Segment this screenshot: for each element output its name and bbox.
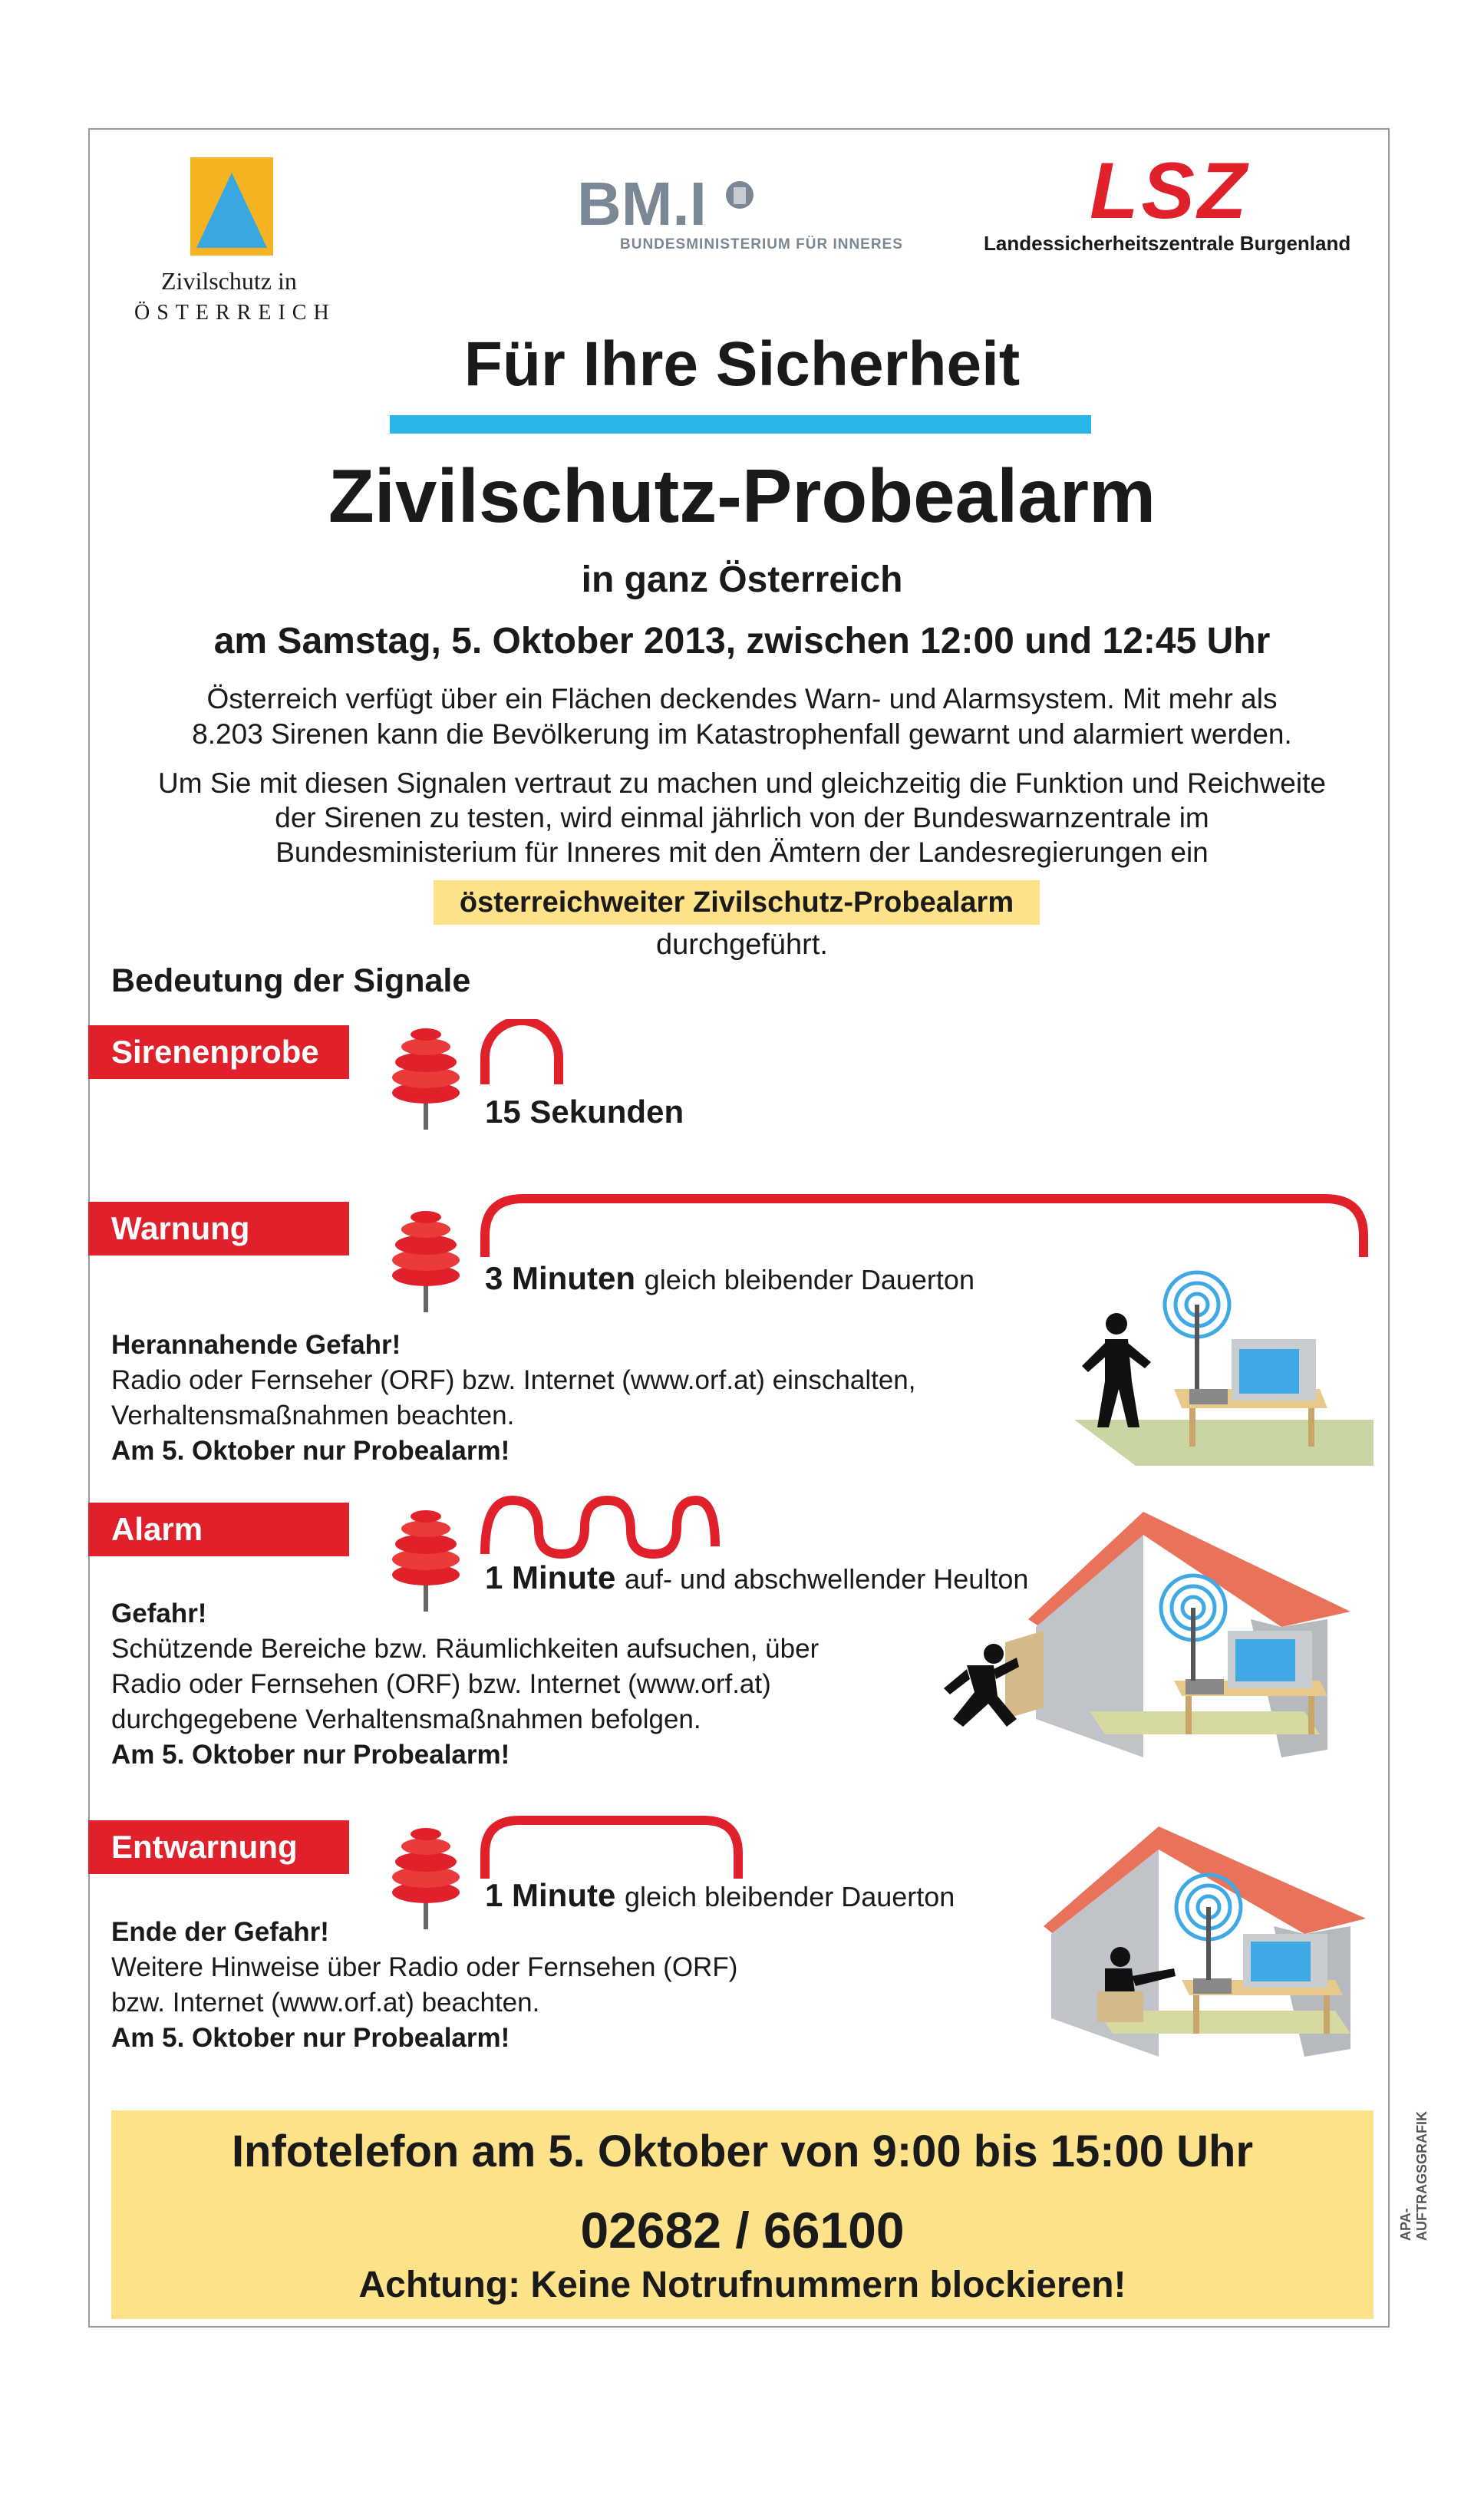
duration-alarm: 1 Minute auf- und abschwellender Heulton [485,1559,1029,1595]
lsz-logo-sub: Landessicherheitszentrale Burgenland [984,232,1351,255]
info-hotline-text: Infotelefon am 5. Oktober von 9:00 bis 15:00 Uhr [231,2127,1254,2176]
bmi-logo-title: BM.I [577,170,707,238]
lsz-logo-title: LSZ [1090,147,1250,236]
siren-icon [384,1504,468,1612]
zivilschutz-logo [190,157,273,256]
intro-line: Österreich verfügt über ein Flächen deckendes Warn- und Alarmsystem. Mit mehr als [206,683,1278,714]
intro-line: Um Sie mit diesen Signalen vertraut zu machen und gleichzeitig die Funktion und Reichweite [158,767,1326,799]
intro-line: der Sirenen zu testen, wird einmal jährlich von der Bundeswarnzentrale im [275,802,1209,833]
siren-icon [384,1022,468,1130]
all-clear-scene-illustration [1028,1819,1374,2080]
signal-band-alarm: Alarm [88,1503,349,1556]
eagle-icon [721,177,758,219]
tone-short-icon [477,1019,569,1088]
intro-line: 8.203 Sirenen kann die Bevölkerung im Katastrophenfall gewarnt und alarmiert werden. [192,718,1292,750]
warning-scene-illustration [1074,1266,1374,1466]
desc-entwarnung: Ende der Gefahr! Weitere Hinweise über Radio oder Fernsehen (ORF) bzw. Internet (www.orf.at) beachten. Am 5. Oktober nur Probealarm! [111,1917,738,2053]
title-divider [390,415,1091,434]
subtitle-date: am Samstag, 5. Oktober 2013, zwischen 12:00 und 12:45 Uhr [213,621,1271,662]
signal-band-warnung: Warnung [88,1202,349,1255]
desc-alarm: Gefahr! Schützende Bereiche bzw. Räumlichkeiten aufsuchen, über Radio oder Fernsehen (ORF) bzw. Internet (www.orf.at) durchgegebene Verhaltensmaßnahmen befolgen. Am 5. Oktober nur Probealarm! [111,1599,819,1770]
triangle-icon [190,157,273,256]
duration-warnung: 3 Minuten gleich bleibender Dauerton [485,1260,974,1296]
highlight-box: österreichweiter Zivilschutz-Probealarm [434,880,1040,925]
info-warning-text: Achtung: Keine Notrufnummern blockieren! [358,2265,1126,2305]
tone-wave-icon [477,1493,723,1562]
credit-label: APA-AUFTRAGSGRAFIK [1398,2111,1430,2241]
siren-icon [384,1822,468,1929]
subtitle-region: in ganz Österreich [581,559,903,600]
info-box [111,2110,1374,2319]
main-title: Zivilschutz-Probealarm [328,454,1156,538]
zivilschutz-logo-line2: ÖSTERREICH [134,301,336,325]
intro-end: durchgeführt. [656,929,828,961]
info-phone-number[interactable]: 02682 / 66100 [580,2202,905,2258]
zivilschutz-logo-line1: Zivilschutz in [161,267,297,295]
intro-line: Bundesministerium für Inneres mit den Ämtern der Landesregierungen ein [275,836,1209,868]
page-title: Für Ihre Sicherheit [463,329,1021,399]
signals-heading: Bedeutung der Signale [111,962,471,999]
signal-band-sirenenprobe: Sirenenprobe [88,1025,349,1079]
siren-icon [384,1205,468,1312]
tone-long-icon [477,1189,1375,1259]
bmi-logo-sub: BUNDESMINISTERIUM FÜR INNERES [620,236,903,252]
alarm-scene-illustration [921,1504,1374,1788]
desc-warnung: Herannahende Gefahr! Radio oder Fernseher (ORF) bzw. Internet (www.orf.at) einschalten, Verhaltensmaßnahmen beachten. Am 5. Oktober nur Probealarm! [111,1330,916,1466]
duration-entwarnung: 1 Minute gleich bleibender Dauerton [485,1877,955,1913]
signal-band-entwarnung: Entwarnung [88,1820,349,1874]
tone-mid-icon [477,1811,746,1880]
duration-sirenenprobe: 15 Sekunden [485,1094,684,1130]
